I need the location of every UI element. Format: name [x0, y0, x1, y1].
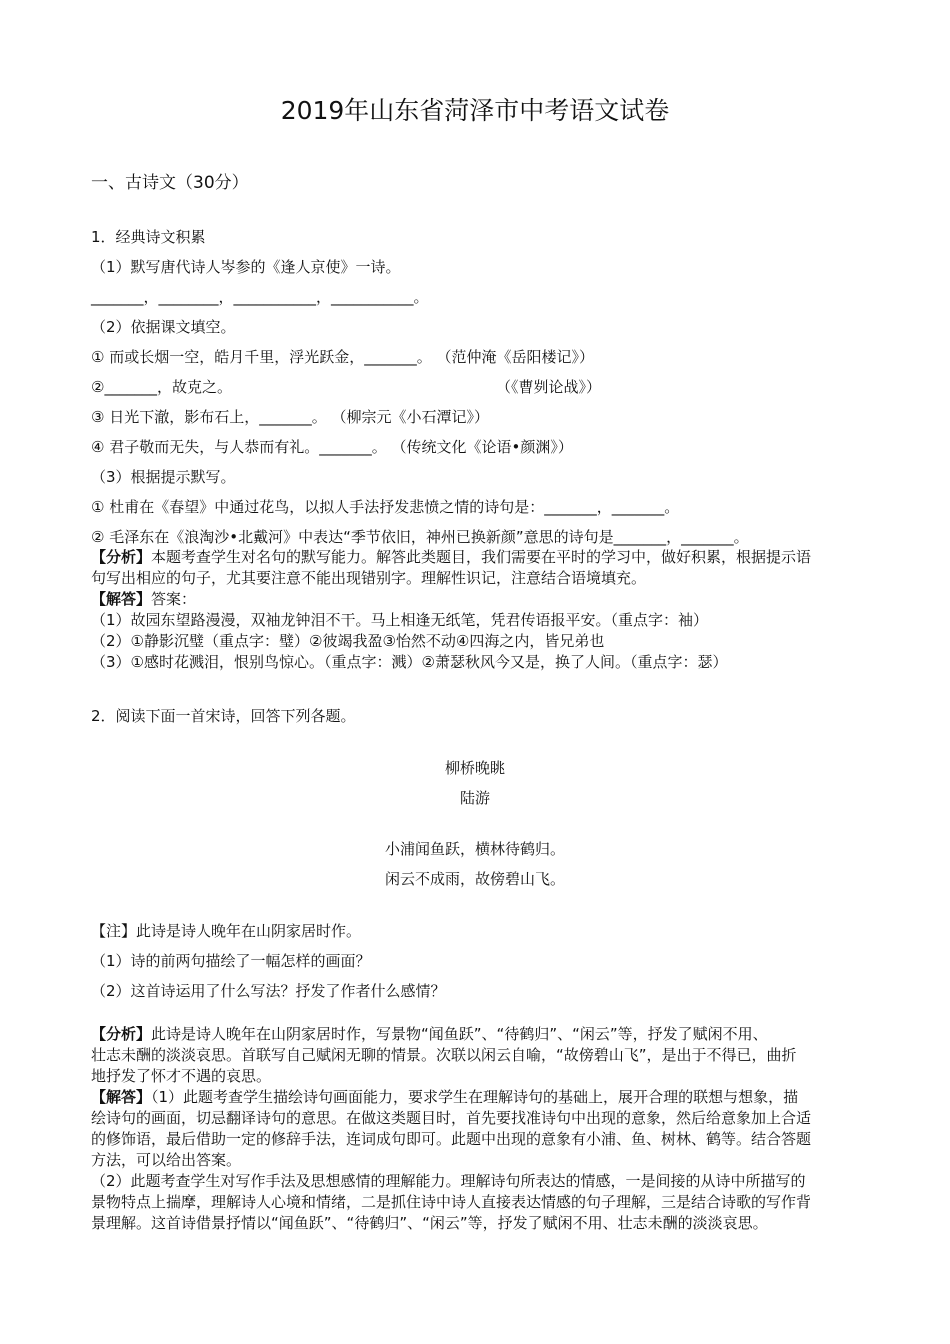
answer-text: （3）①感时花溅泪，恨别鸟惊心。（重点字：溅）②萧瑟秋风今又是，换了人间。（重点字：瑟）	[91, 653, 728, 671]
page-title: 2019年山东省菏泽市中考语文试卷	[280, 96, 670, 125]
q1-part3-prompt: （3）根据提示默写。	[91, 468, 236, 486]
answer-text: 绘诗句的画面，切忌翻译诗句的意思。在做这类题目时，首先要找准诗句中出现的意象，然后给意象加上合适	[91, 1109, 812, 1127]
answer-text: （1）此题考查学生描绘诗句画面能力，要求学生在理解诗句的基础上，展开合理的联想与想象，描	[151, 1088, 799, 1106]
analysis-text: 地抒发了怀才不遇的哀思。	[91, 1067, 272, 1085]
answer-text: 方法，可以给出答案。	[91, 1151, 242, 1169]
q1-item-4: ④ 君子敬而无失，与人恭而有礼。_______。 （传统文化《论语•颜渊》）	[91, 438, 573, 456]
q2-sub-question-1: （1）诗的前两句描绘了一幅怎样的画面？	[91, 952, 371, 970]
answer-label: 【解答】	[91, 590, 152, 608]
answer-text: （1）故园东望路漫漫，双袖龙钟泪不干。马上相逢无纸笔，凭君传语报平安。（重点字：袖）	[91, 611, 709, 629]
poem-line: 小浦闻鱼跃，横林待鹤归。	[384, 840, 565, 858]
answer-text: 景物特点上揣摩，理解诗人心境和情绪，二是抓住诗中诗人直接表达情感的句子理解，三是结合诗歌的写作背	[91, 1193, 812, 1211]
analysis-text: 壮志未酬的淡淡哀思。首联写自己赋闲无聊的情景。次联以闲云自喻，“故傍碧山飞”，是出于不得已，曲折	[91, 1046, 797, 1064]
q1-answer	[91, 589, 863, 673]
q1-analysis	[91, 547, 863, 589]
q1-part3-item-1: ① 杜甫在《春望》中通过花鸟，以拟人手法抒发悲愤之情的诗句是：_______，_______。	[91, 498, 680, 516]
poem-author: 陆游	[459, 789, 490, 807]
q1-item-1: ① 而或长烟一空，皓月千里，浮光跃金，_______。 （范仲淹《岳阳楼记》）	[91, 348, 594, 366]
answer-text: （2）此题考查学生对写作手法及思想感情的理解能力。理解诗句所表达的情感，一是间接的从诗中所描写的	[91, 1172, 806, 1190]
question-1-heading: 1．经典诗文积累	[91, 228, 206, 246]
poem-note: 【注】此诗是诗人晚年在山阴家居时作。	[91, 922, 362, 940]
q2-analysis	[91, 1024, 863, 1087]
q2-answer	[91, 1087, 863, 1234]
answer-text: （2）①静影沉璧（重点字：璧）②彼竭我盈③怡然不动④四海之内，皆兄弟也	[91, 632, 605, 650]
poem-title: 柳桥晚眺	[444, 759, 505, 777]
poem-line: 闲云不成雨，故傍碧山飞。	[384, 870, 565, 888]
q1-part3-item-2: ② 毛泽东在《浪淘沙•北戴河》中表达“季节依旧，神州已换新颜”意思的诗句是_______，_______。	[91, 528, 749, 546]
analysis-label: 【分析】	[91, 1025, 152, 1043]
answer-text: 景理解。这首诗借景抒情以“闻鱼跃”、“待鹤归”、“闲云”等，抒发了赋闲不用、壮志未酬的淡淡哀思。	[91, 1214, 768, 1232]
analysis-text: 此诗是诗人晚年在山阴家居时作，写景物“闻鱼跃”、“待鹤归”、“闲云”等，抒发了赋闲不用、	[151, 1025, 768, 1043]
question-2-heading: 2．阅读下面一首宋诗，回答下列各题。	[91, 707, 356, 725]
q1-part1-blanks: _______，________，___________，___________。	[91, 288, 429, 306]
q1-item-3: ③ 日光下澈，影布石上，_______。 （柳宗元《小石潭记》）	[91, 408, 489, 426]
q1-item-2: ②_______，故克之。	[91, 378, 232, 396]
q1-item-2-source: （《曹刿论战》）	[496, 378, 602, 396]
q1-part2-prompt: （2）依据课文填空。	[91, 318, 236, 336]
q1-part1-prompt: （1）默写唐代诗人岑参的《逢人京使》一诗。	[91, 258, 401, 276]
analysis-text: 本题考查学生对名句的默写能力。解答此类题目，我们需要在平时的学习中，做好积累，根据提示语	[151, 548, 812, 566]
analysis-text: 句写出相应的句子，尤其要注意不能出现错别字。理解性识记，注意结合语境填充。	[91, 569, 647, 587]
answer-text: 的修饰语，最后借助一定的修辞手法，连词成句即可。此题中出现的意象有小浦、鱼、树林、鹤等。结合答题	[91, 1130, 812, 1148]
q2-sub-question-2: （2）这首诗运用了什么写法？抒发了作者什么感情？	[91, 982, 446, 1000]
answer-label: 【解答】	[91, 1088, 152, 1106]
section-heading: 一、古诗文（30分）	[91, 173, 249, 193]
analysis-label: 【分析】	[91, 548, 152, 566]
answer-text: 答案：	[151, 590, 197, 608]
